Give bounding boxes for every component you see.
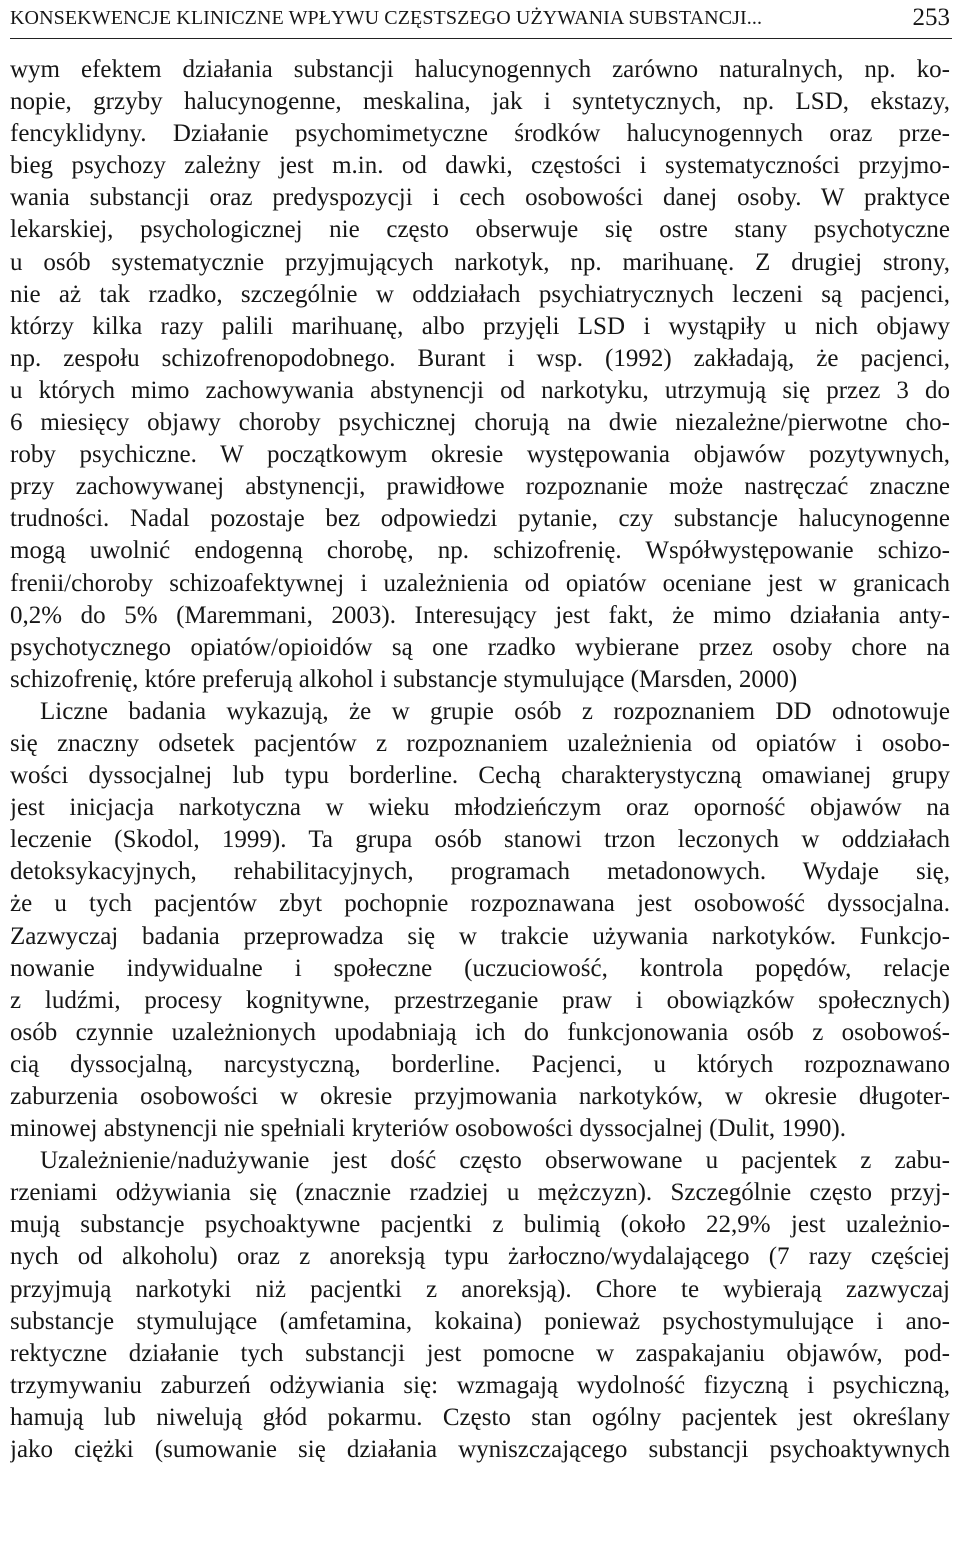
text-line: roby psychiczne. W początkowym okresie występowania objawów pozytywnych, — [10, 441, 950, 469]
text-line: nie aż tak rzadko, szczególnie w oddziałach psychiatrycznych leczeni są pacjenci, — [10, 280, 950, 308]
text-line: hamują lub niwelują głód pokarmu. Często stan ogólny pacjentek jest określany — [10, 1403, 950, 1431]
text-line: np. zespołu schizofrenopodobnego. Burant i wsp. (1992) zakładają, że pacjenci, — [10, 344, 950, 372]
text-line: substancje stymulujące (amfetamina, kokaina) ponieważ psychostymulujące i ano- — [10, 1307, 950, 1335]
text-line: osób czynnie uzależnionych upodabniają ich do funkcjonowania osób z osobowoś- — [10, 1018, 950, 1046]
text-line: 0,2% do 5% (Maremmani, 2003). Interesujący jest fakt, że mimo działania anty- — [10, 601, 950, 629]
text-line: jest inicjacja narkotyczna w wieku młodzieńczym oraz oporność objawów na — [10, 794, 950, 822]
text-line: wości dyssocjalnej lub typu borderline. Cechą charakterystyczną omawianej grupy — [10, 762, 950, 790]
text-line: Zazwyczaj badania przeprowadza się w trakcie używania narkotyków. Funkcjo- — [10, 922, 950, 950]
text-line: nopie, grzyby halucynogenne, meskalina, jak i syntetycznych, np. LSD, ekstazy, — [10, 88, 950, 116]
text-line: u osób systematycznie przyjmujących narkotyk, np. marihuanę. Z drugiej strony, — [10, 248, 950, 276]
text-line: frenii/choroby schizoafektywnej i uzależnienia od opiatów oceniane jest w granicach — [10, 569, 950, 597]
text-line: wym efektem działania substancji halucynogennych zarówno naturalnych, np. ko- — [10, 56, 950, 83]
text-line: że u tych pacjentów zbyt pochopnie rozpoznawana jest osobowość dyssocjalna. — [10, 890, 950, 918]
text-line: z ludźmi, procesy kognitywne, przestrzeganie praw i obowiązków społecznych) — [10, 986, 950, 1014]
text-line: Liczne badania wykazują, że w grupie osób z rozpoznaniem DD odnotowuje — [40, 697, 950, 725]
text-line: się znaczny odsetek pacjentów z rozpoznaniem uzależnienia od opiatów i osobo- — [10, 729, 950, 757]
text-line: schizofrenię, które preferują alkohol i substancje stymulujące (Marsden, 2000) — [10, 665, 798, 693]
text-line: minowej abstynencji nie spełniali kryteriów osobowości dyssocjalnej (Dulit, 1990). — [10, 1115, 846, 1143]
text-line: mogą uwolnić endogenną chorobę, np. schizofrenię. Współwystępowanie schizo- — [10, 537, 950, 565]
text-line: psychotycznego opiatów/opioidów są one rzadko wybierane przez osoby chore na — [10, 633, 950, 661]
page-header — [10, 4, 952, 39]
text-line: jako ciężki (sumowanie się działania wyniszczającego substancji psychoaktywnych — [10, 1436, 950, 1464]
body-text — [10, 54, 950, 1466]
text-line: 6 miesięcy objawy choroby psychicznej chorują na dwie niezależne/pierwotne cho- — [10, 409, 950, 437]
text-line: przy zachowywanej abstynencji, prawidłowe rozpoznanie może nastręczać znaczne — [10, 473, 950, 501]
text-line: leczenie (Skodol, 1999). Ta grupa osób stanowi trzon leczonych w oddziałach — [10, 826, 950, 854]
text-line: lekarskiej, psychologicznej nie często obserwuje się ostre stany psychotyczne — [10, 216, 950, 244]
text-line: cią dyssocjalną, narcystyczną, borderline. Pacjenci, u których rozpoznawano — [10, 1050, 950, 1078]
text-line: trzymywaniu zaburzeń odżywiania się: wzmagają wydolność fizyczną i psychiczną, — [10, 1371, 950, 1399]
text-line: fencyklidyny. Działanie psychomimetyczne środków halucynogennych oraz prze- — [10, 120, 950, 148]
text-line: mują substancje psychoaktywne pacjentki z bulimią (około 22,9% jest uzależnio- — [10, 1211, 950, 1239]
text-line: wania substancji oraz predyspozycji i cech osobowości danej osoby. W praktyce — [10, 184, 950, 212]
text-line: rektyczne działanie tych substancji jest pomocne w zaspakajaniu objawów, pod- — [10, 1339, 950, 1367]
page-number: 253 — [912, 4, 950, 31]
text-line: u których mimo zachowywania abstynencji od narkotyku, utrzymują się przez 3 do — [10, 376, 950, 404]
text-line: przyjmują narkotyki niż pacjentki z anoreksją). Chore te wybierają zazwyczaj — [10, 1275, 950, 1303]
text-line: rzeniami odżywiania się (znacznie rzadziej u mężczyzn). Szczególnie często przyj- — [10, 1179, 950, 1207]
running-title: KONSEKWENCJE KLINICZNE WPŁYWU CZĘSTSZEGO UŻYWANIA SUBSTANCJI... — [10, 7, 763, 29]
text-line: trudności. Nadal pozostaje bez odpowiedzi pytanie, czy substancje halucynogenne — [10, 505, 950, 533]
text-line: nowanie indywidualne i społeczne (uczuciowość, kontrola popędów, relacje — [10, 954, 950, 982]
text-line: detoksykacyjnych, rehabilitacyjnych, programach metadonowych. Wydaje się, — [10, 858, 950, 886]
text-line: nych od alkoholu) oraz z anoreksją typu żarłoczno/wydalającego (7 razy częściej — [10, 1243, 950, 1271]
text-line: Uzależnienie/nadużywanie jest dość często obserwowane u pacjentek z zabu- — [40, 1147, 950, 1175]
text-line: którzy kilka razy palili marihuanę, albo przyjęli LSD i wystąpiły u nich objawy — [10, 312, 950, 340]
text-line: zaburzenia osobowości w okresie przyjmowania narkotyków, w okresie długoter- — [10, 1083, 950, 1110]
text-line: bieg psychozy zależny jest m.in. od dawki, częstości i systematyczności przyjmo- — [10, 152, 950, 180]
